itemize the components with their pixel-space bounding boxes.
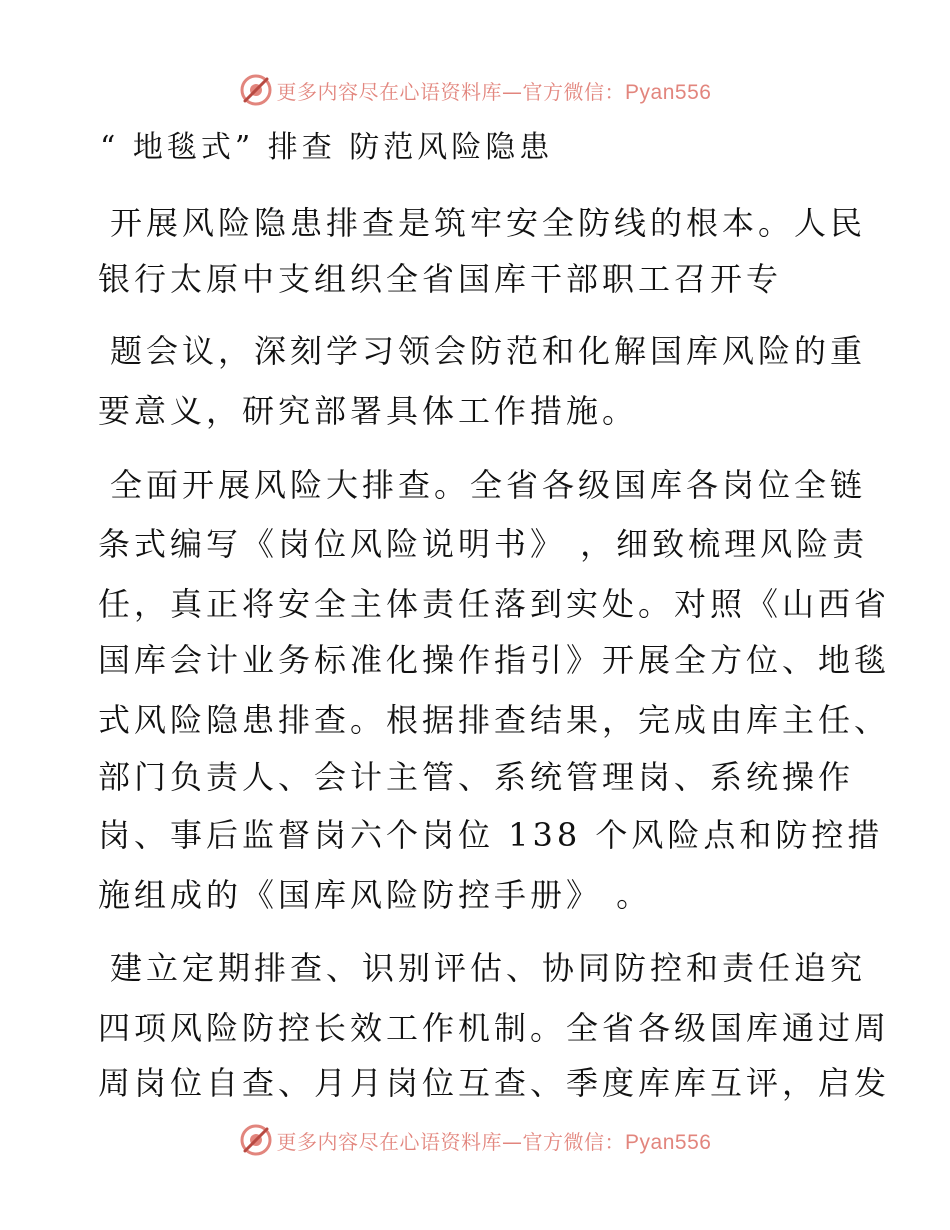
body-line: 四项风险防控长效工作机制。全省各级国库通过周	[98, 1009, 891, 1047]
body-line: 周岗位自查、月月岗位互查、季度库库互评，启发	[98, 1064, 891, 1102]
watermark-header	[0, 70, 950, 110]
body-line: 题会议，深刻学习领会防范和化解国库风险的重	[110, 332, 867, 370]
body-line: 开展风险隐患排查是筑牢安全防线的根本。人民	[110, 204, 867, 242]
body-line: 国库会计业务标准化操作指引》开展全方位、地毯	[98, 641, 891, 679]
body-line: 要意义，研究部署具体工作措施。	[98, 392, 639, 430]
body-line: 建立定期排查、识别评估、协同防控和责任追究	[110, 949, 867, 987]
body-line: 全面开展风险大排查。全省各级国库各岗位全链	[110, 466, 867, 504]
watermark-footer	[0, 1120, 950, 1160]
body-line: 岗、事后监督岗六个岗位 138 个风险点和防控措	[98, 816, 884, 854]
body-line: 式风险隐患排查。根据排查结果，完成由库主任、	[98, 701, 891, 739]
body-line: 银行太原中支组织全省国库干部职工召开专	[98, 260, 783, 298]
logo-icon	[239, 73, 273, 107]
body-line: 施组成的《国库风险防控手册》 。	[98, 876, 653, 914]
watermark-text: 更多内容尽在心语资料库—官方微信：Pyan556	[276, 79, 712, 104]
document-title: “ 地毯式” 排查 防范风险隐患	[100, 130, 554, 165]
logo-icon	[239, 1123, 273, 1157]
watermark-wechat-id: Pyan556	[625, 80, 712, 104]
body-line: 任，真正将安全主体责任落到实处。对照《山西省	[98, 585, 891, 623]
watermark-wechat-id: Pyan556	[625, 1130, 712, 1154]
body-line: 部门负责人、会计主管、系统管理岗、系统操作	[98, 758, 855, 796]
watermark-text: 更多内容尽在心语资料库—官方微信：Pyan556	[276, 1129, 712, 1154]
body-line: 条式编写《岗位风险说明书》 ，细致梳理风险责	[98, 525, 869, 563]
